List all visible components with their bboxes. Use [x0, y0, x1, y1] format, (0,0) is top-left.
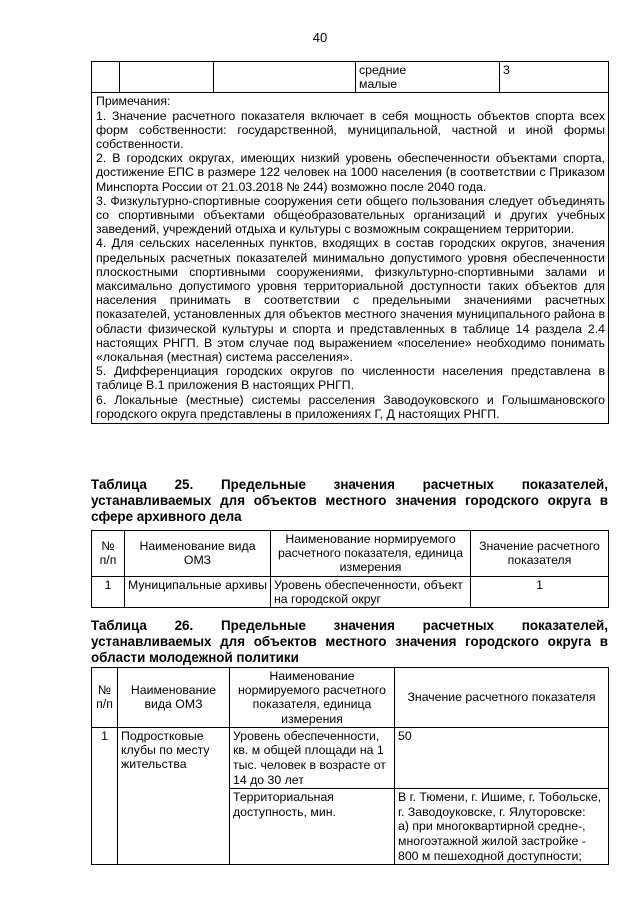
- indicator-value: В г. Тюмени, г. Ишиме, г. Тобольске, г. Заводоуковске, г. Ялуторовске: а) при многоквартирной средне-, многоэтажной жилой застройке - 800 м пешеходной доступности;: [395, 789, 609, 865]
- notes-cell: [92, 93, 609, 424]
- table-row: [92, 727, 609, 788]
- header-cell: Наименование нормируемого расчетного показателя, единица измерения: [271, 531, 471, 577]
- note-item: 2. В городских округах, имеющих низкий уровень обеспеченности объектами спорта, достижение ЕПС в размере 122 человек на 1000 населения (в соответствии с Приказом Минспорта России от 21.03.2018 № 244) возможно после 2040 года.: [96, 151, 605, 194]
- notes-title: Примечания:: [96, 94, 171, 109]
- header-cell: Наименование вида ОМЗ: [118, 668, 230, 728]
- table-cell: [92, 62, 120, 93]
- note-item: 6. Локальные (местные) системы расселения Заводоуковского и Голышмановского городского округа представлены в приложениях Г, Д настоящих РНГП.: [96, 392, 605, 421]
- table-header-row: [92, 531, 609, 577]
- note-item: 5. Дифференциация городских округов по численности населения представлена в таблице В.1 приложения В настоящих РНГП.: [96, 364, 605, 393]
- header-cell: Наименование вида ОМЗ: [125, 531, 271, 577]
- table-header-row: [92, 668, 609, 728]
- table26-caption: Таблица 26. Предельные значения расчетных показателей, устанавливаемых для объектов местного значения городского округа в области молодежной политики: [91, 618, 608, 665]
- table-cell: [120, 62, 214, 93]
- header-cell: № п/п: [92, 668, 118, 728]
- indicator-value: 50: [395, 727, 609, 788]
- table-row: [92, 62, 609, 93]
- header-cell: № п/п: [92, 531, 125, 577]
- object-type: Муниципальные архивы: [125, 576, 271, 607]
- table25: [91, 530, 609, 608]
- notes-row: [92, 93, 609, 424]
- table-row: [92, 576, 609, 607]
- table25-caption: Таблица 25. Предельные значения расчетных показателей, устанавливаемых для объектов местного значения городского округа в сфере архивного дела: [91, 477, 608, 524]
- note-item: 1. Значение расчетного показателя включает в себя мощность объектов спорта всех форм собственности: государственной, муниципальной, частной и иной формы собственности.: [96, 108, 605, 152]
- table-cell: [214, 62, 356, 93]
- indicator-value: 1: [471, 576, 609, 607]
- note-item: 3. Физкультурно-спортивные сооружения сети общего пользования следует объединять со спортивными объектами общеобразовательных организаций и других учебных заведений, учреждений отдыха и культуры с возможным сокращением территории.: [96, 193, 605, 237]
- header-cell: Значение расчетного показателя: [471, 531, 609, 577]
- row-number: 1: [92, 727, 118, 864]
- header-cell: Значение расчетного показателя: [395, 668, 609, 728]
- note-item: 4. Для сельских населенных пунктов, входящих в состав городских округов, значения предельных расчетных показателей минимально допустимого уровня обеспеченности плоскостными спортивными сооружениями, физкультурно-спортивными залами и максимально допустимого уровня территориальной доступности таких объектов для населения принимать в соответствии с предельными значениями расчетных показателей, установленных для объектов местного значения муниципального района в области физической культуры и спорта и представленных в таблице 14 раздела 2.4 настоящих РНГП. В этом случае под выражением «поселение» необходимо понимать «локальная (местная) система расселения».: [96, 236, 605, 365]
- page-number: 40: [312, 30, 328, 45]
- indicator-name: Уровень обеспеченности, кв. м общей площади на 1 тыс. человек в возрасте от 14 до 30 лет: [230, 727, 395, 788]
- object-type: Подростковые клубы по месту жительства: [118, 727, 230, 864]
- table-cell: 3: [500, 62, 609, 93]
- table26: [91, 667, 609, 865]
- table-cell: средние малые: [356, 62, 500, 93]
- sports-table-continuation: [91, 61, 609, 424]
- row-number: 1: [92, 576, 125, 607]
- header-cell: Наименование нормируемого расчетного показателя, единица измерения: [230, 668, 395, 728]
- indicator-name: Территориальная доступность, мин.: [230, 789, 395, 865]
- indicator-name: Уровень обеспеченности, объект на городской округ: [271, 576, 471, 607]
